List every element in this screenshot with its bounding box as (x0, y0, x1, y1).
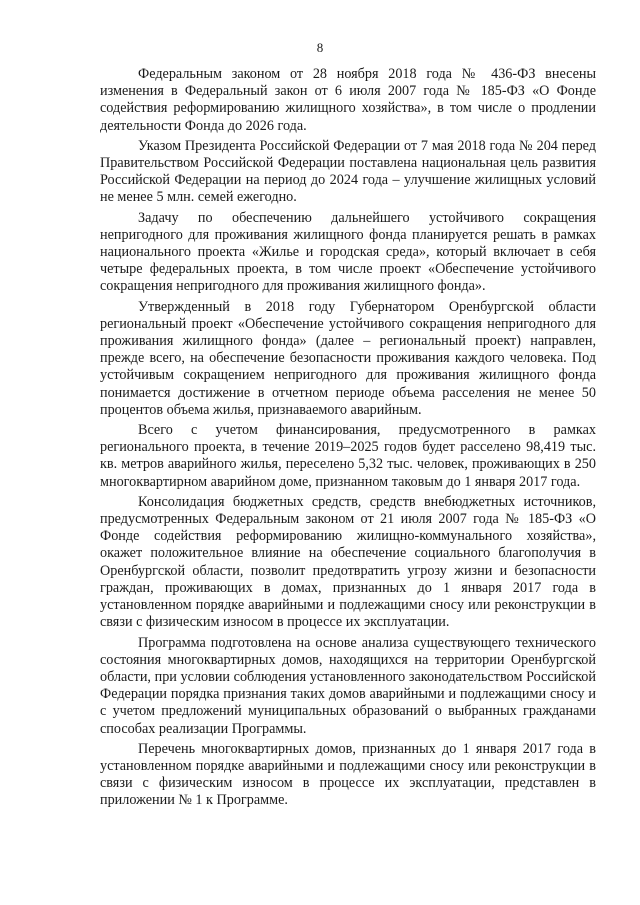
page-number: 8 (316, 40, 324, 55)
paragraph-budget-consolidation: Консолидация бюджетных средств, средств внебюджетных источников, предусмотренных Федеральным законом от 21 июля 2007 года № 185-ФЗ «О Фонде содействия реформированию жилищно-коммунального хозяйства», окажет положительное влияние на обеспечение социального благополучия в Оренбургской области, позволит предотвратить угрозу жизни и безопасности граждан, проживающих в домах, признанных до 1 января 2017 года в установленном порядке аварийными и подлежащими сносу или реконструкции в связи с физическим износом в процессе их эксплуатации. (100, 493, 596, 631)
paragraph-presidential-decree-204: Указом Президента Российской Федерации от 7 мая 2018 года № 204 перед Правительством Российской Федерации поставлена национальная цель развития Российской Федерации на период до 2024 года – улучшение жилищных условий не менее 5 млн. семей ежегодно. (100, 137, 596, 206)
paragraph-national-project-task: Задачу по обеспечению дальнейшего устойчивого сокращения непригодного для проживания жилищного фонда планируется решать в рамках национального проекта «Жилье и городская среда», который включает в себя четыре федеральных проекта, в том числе проект «Обеспечение устойчивого сокращения непригодного для проживания жилищного фонда». (100, 209, 596, 295)
paragraph-financing-totals: Всего с учетом финансирования, предусмотренного в рамках регионального проекта, в течение 2019–2025 годов будет расселено 98,419 тыс. кв. метров аварийного жилья, переселено 5,32 тыс. человек, проживающих в 250 многоквартирном аварийном доме, признанном таковым до 1 января 2017 года. (100, 422, 596, 490)
paragraph-regional-project: Утвержденный в 2018 году Губернатором Оренбургской области региональный проект «Обеспечение устойчивого сокращения непригодного для проживания жилищного фонда» (далее – региональный проект) направлен, прежде всего, на обеспечение безопасности проживания каждого человека. Под устойчивым сокращением непригодного для проживания жилищного фонда понимается достижение в отчетном периоде объема расселения не менее 50 процентов объема жилья, признаваемого аварийным. (100, 298, 596, 418)
paragraph-program-basis: Программа подготовлена на основе анализа существующего технического состояния многоквартирных домов, находящихся на территории Оренбургской области, при условии соблюдения установленного законодательством Российской Федерации порядка признания таких домов аварийными и подлежащими сносу и с учетом предложений муниципальных образований о выбранных гражданами способах реализации Программы. (100, 634, 596, 737)
paragraph-appendix-reference: Перечень многоквартирных домов, признанных до 1 января 2017 года в установленном порядке аварийными и подлежащими сносу или реконструкции в связи с физическим износом в процессе их эксплуатации, представлен в приложении № 1 к Программе. (100, 740, 596, 809)
paragraph-federal-law-436: Федеральным законом от 28 ноября 2018 года № 436-ФЗ внесены изменения в Федеральный закон от 6 июля 2007 года № 185-ФЗ «О Фонде содействия реформированию жилищного хозяйства», в том числе о продлении деятельности Фонда до 2026 года. (100, 66, 596, 134)
document-body (100, 66, 596, 813)
